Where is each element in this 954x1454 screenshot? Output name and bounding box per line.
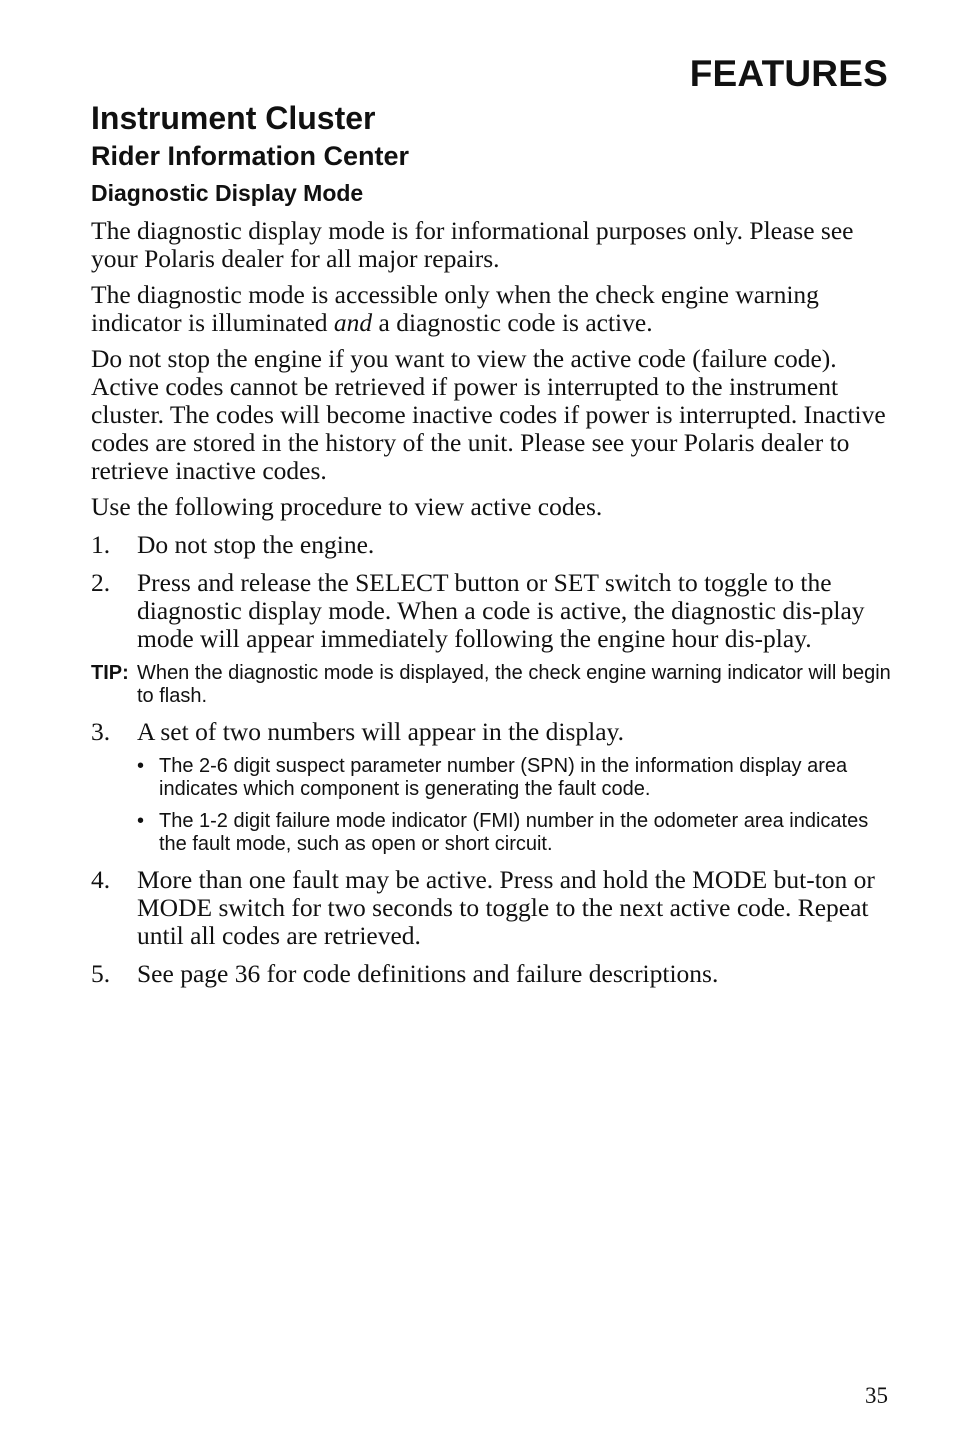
step-text: More than one fault may be active. Press and hold the MODE but-ton or MODE switch for two seconds to toggle to the next active code. Repeat until all codes are retrieved. [137, 865, 875, 950]
bullet-marker: • [137, 755, 145, 777]
bullet-text: The 2-6 digit suspect parameter number (SPN) in the information display area indicates which component is generating the fault code. [159, 755, 848, 800]
step-text: See page 36 for code definitions and failure descriptions. [137, 959, 719, 988]
bullet-fmi [91, 810, 891, 856]
step-text: A set of two numbers will appear in the display. [137, 717, 625, 746]
step-3 [91, 718, 891, 746]
procedure-steps-final [91, 866, 891, 988]
intro-paragraph: The diagnostic display mode is for informational purposes only. Please see your Polaris dealer for all major repairs. [91, 216, 854, 273]
tip-label: TIP: [91, 662, 129, 684]
subsection-heading: Diagnostic Display Mode [91, 180, 364, 206]
tip-note [91, 662, 891, 708]
step-1 [91, 531, 891, 559]
access-text-emphasis: and [333, 308, 373, 337]
page-number: 35 [865, 1383, 888, 1408]
bullet-spn [91, 755, 891, 801]
procedure-intro: Use the following procedure to view active codes. [91, 492, 603, 521]
access-text-start: The diagnostic mode is accessible only when the check engine warning indicator is illuminated [91, 280, 819, 337]
access-text-end: a diagnostic code is active. [372, 308, 653, 337]
step-text: Press and release the SELECT button or SET switch to toggle to the diagnostic display mode. When a code is active, the diagnostic dis-play mode will appear immediately following the engine hour dis-play. [137, 568, 865, 653]
step-number: 5. [91, 959, 111, 988]
page-header-features: FEATURES [689, 53, 888, 94]
step-number: 3. [91, 717, 111, 746]
step-text: Do not stop the engine. [137, 530, 375, 559]
step-number: 4. [91, 865, 111, 894]
bullet-marker: • [137, 810, 145, 832]
procedure-steps-continued [91, 718, 891, 746]
bullet-text: The 1-2 digit failure mode indicator (FMI) number in the odometer area indicates the fault mode, such as open or short circuit. [159, 810, 869, 855]
step-number: 2. [91, 568, 111, 597]
step-2 [91, 569, 891, 653]
step-number: 1. [91, 530, 111, 559]
warning-paragraph: Do not stop the engine if you want to view the active code (failure code). Active codes cannot be retrieved if power is interrupted to the instrument cluster. The codes will become inactive codes if power is interrupted. Inactive codes are stored in the history of the unit. Please see your Polaris dealer to retrieve inactive codes. [91, 344, 886, 485]
page-title: Instrument Cluster [91, 100, 376, 136]
tip-text: When the diagnostic mode is displayed, the check engine warning indicator will begin to flash. [137, 662, 891, 707]
step-5 [91, 960, 891, 988]
subtitle: Rider Information Center [91, 141, 410, 171]
access-paragraph [91, 281, 891, 337]
display-numbers-list [91, 755, 891, 856]
step-4 [91, 866, 891, 950]
procedure-steps [91, 531, 891, 653]
page-content [91, 98, 891, 988]
